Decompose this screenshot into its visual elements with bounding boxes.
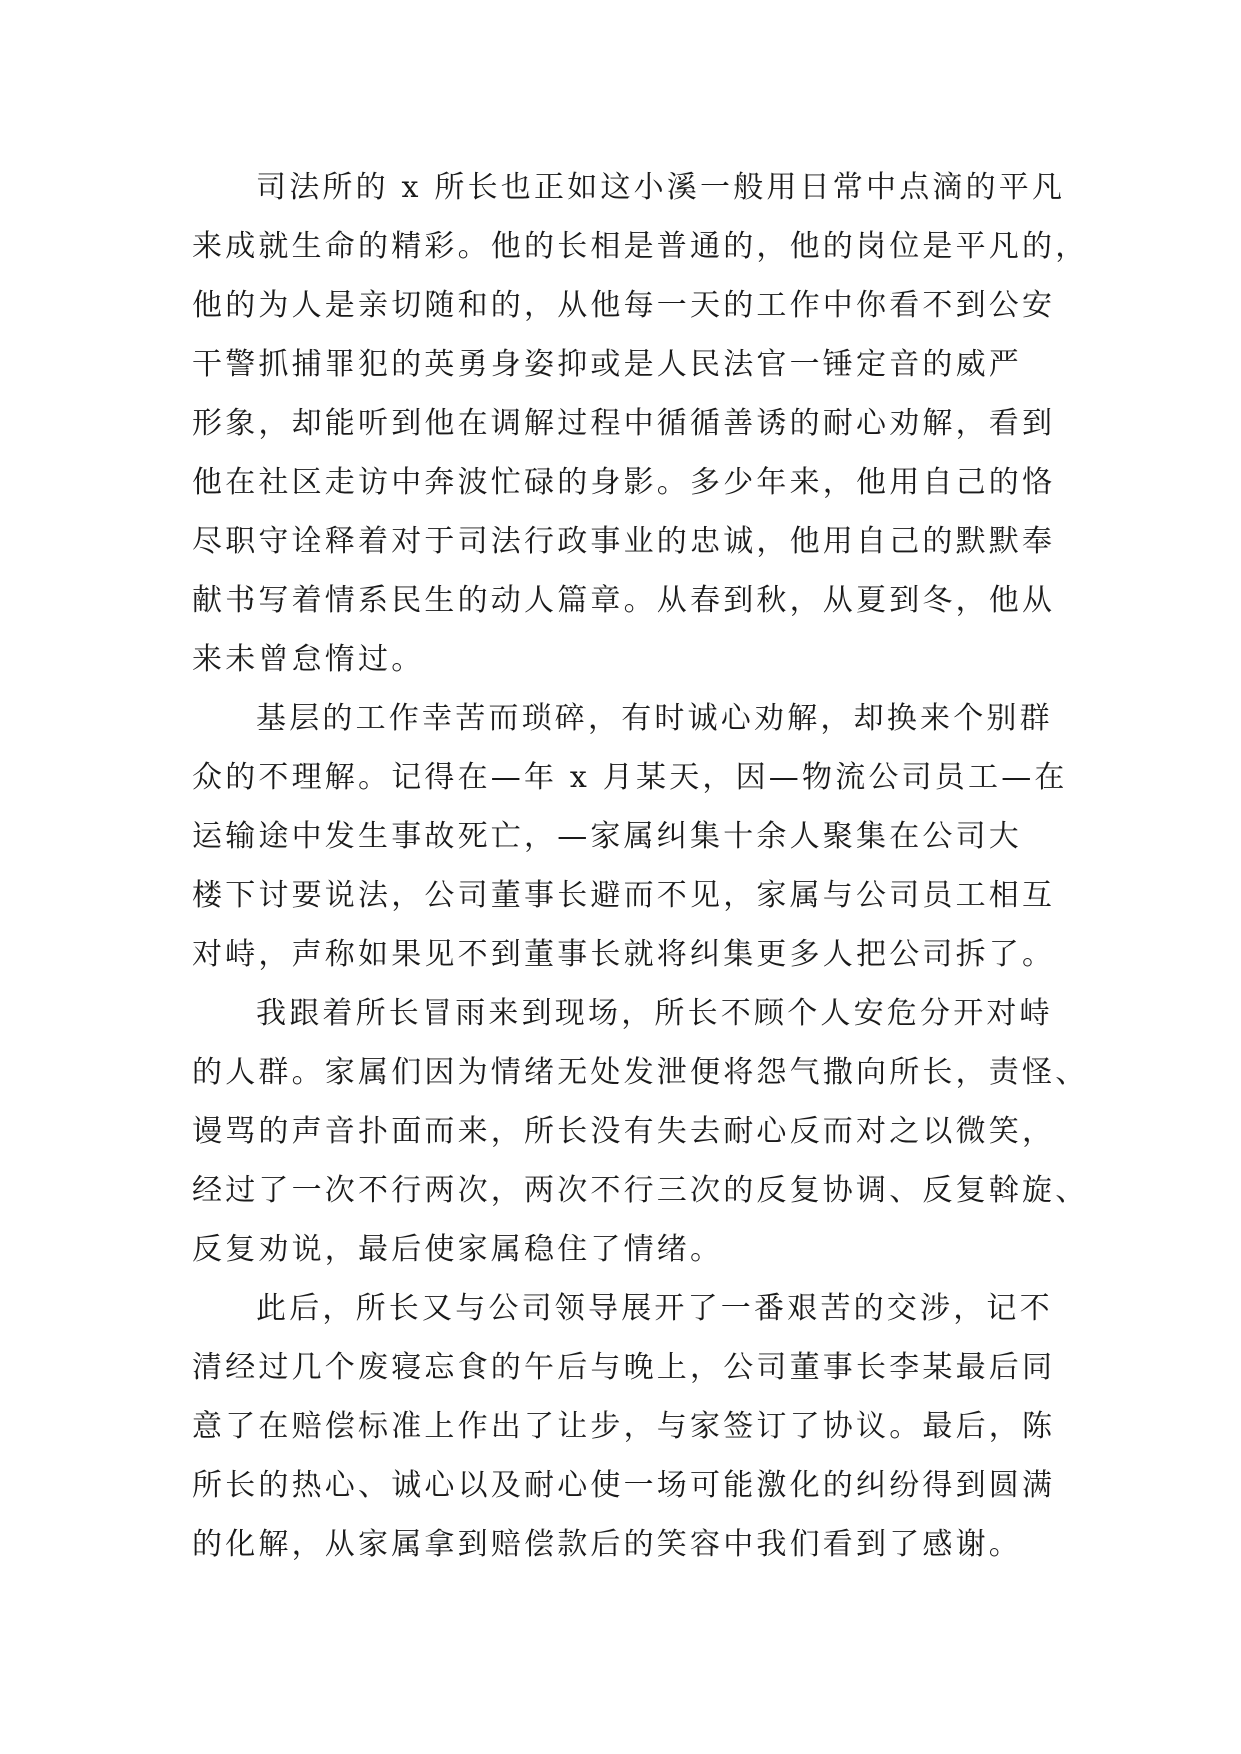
text-line: 运输途中发生事故死亡，—家属纠集十余人聚集在公司大	[192, 819, 1022, 854]
paragraph-2	[192, 689, 1072, 984]
text-line: 的人群。家属们因为情绪无处发泄便将怨气撒向所长，责怪、	[192, 1055, 1089, 1090]
text-line: 经过了一次不行两次，两次不行三次的反复协调、反复斡旋、	[192, 1173, 1089, 1208]
text-line: 反复劝说，最后使家属稳住了情绪。	[192, 1232, 724, 1267]
text-line: 我跟着所长冒雨来到现场，所长不顾个人安危分开对峙	[256, 996, 1053, 1031]
text-line: 干警抓捕罪犯的英勇身姿抑或是人民法官一锤定音的威严	[192, 347, 1022, 382]
text-line: 众的不理解。记得在—年 x 月某天，因—物流公司员工—在	[192, 760, 1068, 795]
text-line: 他在社区走访中奔波忙碌的身影。多少年来，他用自己的恪	[192, 465, 1056, 500]
text-line: 此后，所长又与公司领导展开了一番艰苦的交涉，记不	[256, 1291, 1053, 1326]
body-text	[192, 158, 1089, 1574]
text-line: 意了在赔偿标准上作出了让步，与家签订了协议。最后，陈	[192, 1409, 1056, 1444]
text-line: 清经过几个废寝忘食的午后与晚上，公司董事长李某最后同	[192, 1350, 1056, 1385]
text-line: 尽职守诠释着对于司法行政事业的忠诚，他用自己的默默奉	[192, 524, 1056, 559]
text-line: 对峙，声称如果见不到董事长就将纠集更多人把公司拆了。	[192, 937, 1056, 972]
text-line: 所长的热心、诚心以及耐心使一场可能激化的纠纷得到圆满	[192, 1468, 1056, 1503]
text-line: 形象，却能听到他在调解过程中循循善诱的耐心劝解，看到	[192, 406, 1056, 441]
text-line: 谩骂的声音扑面而来，所长没有失去耐心反而对之以微笑，	[192, 1114, 1056, 1149]
paragraph-1	[192, 158, 1089, 689]
text-line: 司法所的 x 所长也正如这小溪一般用日常中点滴的平凡	[256, 170, 1066, 205]
text-line: 基层的工作幸苦而琐碎，有时诚心劝解，却换来个别群	[256, 701, 1053, 736]
text-line: 来未曾怠惰过。	[192, 642, 425, 677]
text-line: 的化解，从家属拿到赔偿款后的笑容中我们看到了感谢。	[192, 1527, 1022, 1562]
paragraph-3	[192, 984, 1089, 1279]
text-line: 他的为人是亲切随和的，从他每一天的工作中你看不到公安	[192, 288, 1056, 323]
text-line: 献书写着情系民生的动人篇章。从春到秋，从夏到冬，他从	[192, 583, 1056, 618]
text-line: 来成就生命的精彩。他的长相是普通的，他的岗位是平凡的，	[192, 229, 1089, 264]
text-line: 楼下讨要说法，公司董事长避而不见，家属与公司员工相互	[192, 878, 1056, 913]
paragraph-4	[192, 1279, 1072, 1574]
